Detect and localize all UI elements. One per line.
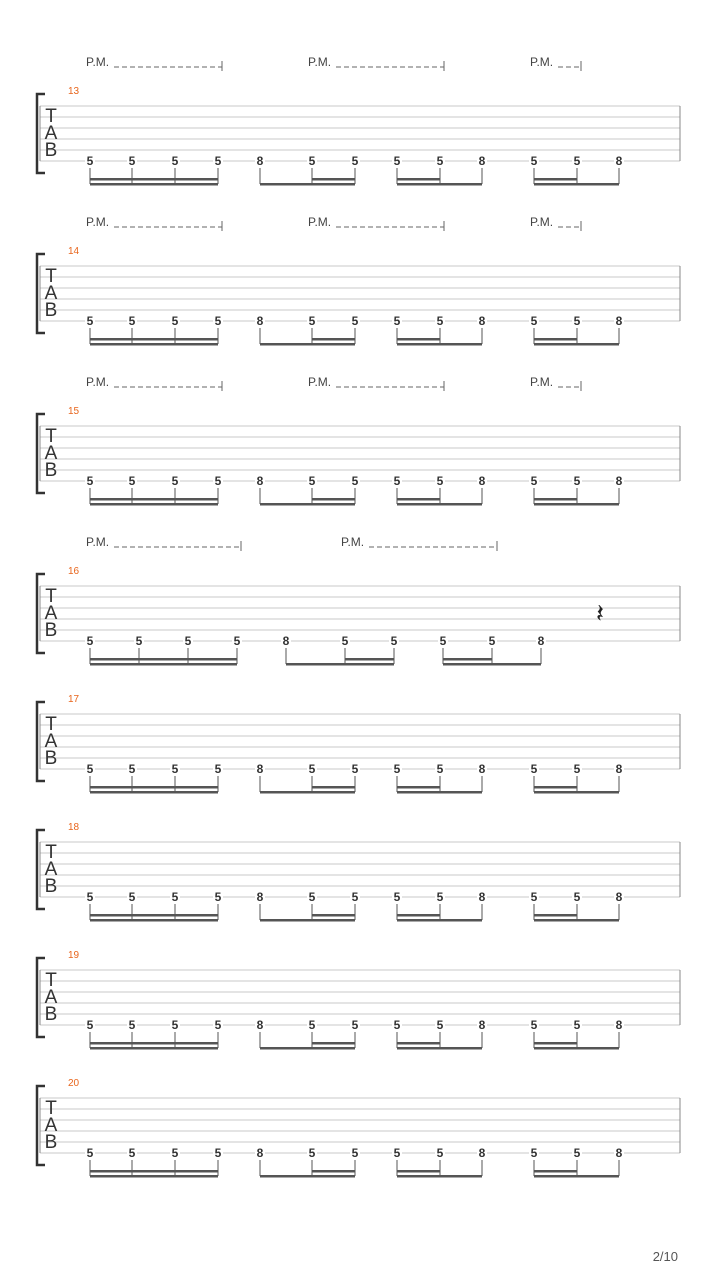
- fret-number: 5: [128, 154, 136, 168]
- fret-number: 5: [436, 154, 444, 168]
- fret-number: 5: [214, 1018, 222, 1032]
- fret-number: 5: [128, 474, 136, 488]
- fret-number: 8: [615, 1146, 623, 1160]
- beam-secondary: [534, 1170, 577, 1173]
- beam-secondary: [534, 914, 577, 917]
- beam-primary: [260, 1175, 355, 1178]
- tab-clef-b: B: [44, 876, 58, 897]
- fret-number: 5: [308, 154, 316, 168]
- fret-number: 8: [256, 762, 264, 776]
- fret-number: 5: [393, 154, 401, 168]
- fret-number: 5: [308, 890, 316, 904]
- fret-number: 5: [308, 314, 316, 328]
- tab-clef-b: B: [44, 140, 58, 161]
- fret-number: 5: [128, 890, 136, 904]
- fret-number: 5: [436, 314, 444, 328]
- fret-number: 5: [530, 474, 538, 488]
- beam-secondary: [90, 178, 218, 181]
- fret-number: 8: [537, 634, 545, 648]
- beam-primary: [260, 503, 355, 506]
- tab-clef-t: T: [45, 1098, 57, 1119]
- measure-number: 13: [68, 86, 80, 97]
- beam-secondary: [312, 178, 355, 181]
- measure-number: 14: [68, 246, 80, 257]
- beam-primary: [397, 919, 482, 922]
- beam-secondary: [534, 1042, 577, 1045]
- fret-number: 8: [256, 890, 264, 904]
- fret-number: 5: [351, 154, 359, 168]
- fret-number: 5: [86, 890, 94, 904]
- fret-number: 5: [351, 1018, 359, 1032]
- fret-number: 8: [615, 474, 623, 488]
- measure-number: 19: [68, 950, 80, 961]
- tab-clef-a: A: [44, 283, 58, 304]
- measure-number: 18: [68, 822, 80, 833]
- fret-number: 5: [393, 1146, 401, 1160]
- fret-number: 5: [393, 762, 401, 776]
- beam-secondary: [312, 338, 355, 341]
- palm-mute-label: P.M.: [86, 215, 110, 229]
- quarter-rest: 𝄽: [596, 599, 604, 629]
- tab-clef-a: A: [44, 1115, 58, 1136]
- fret-number: 5: [436, 1018, 444, 1032]
- fret-number: 5: [393, 474, 401, 488]
- beam-secondary: [397, 338, 440, 341]
- beam-primary: [534, 343, 619, 346]
- beam-secondary: [534, 178, 577, 181]
- fret-number: 5: [351, 890, 359, 904]
- measure-number: 20: [68, 1078, 80, 1089]
- fret-number: 5: [393, 890, 401, 904]
- beam-primary: [90, 1175, 218, 1178]
- tab-clef-a: A: [44, 443, 58, 464]
- fret-number: 5: [308, 1146, 316, 1160]
- fret-number: 5: [128, 1146, 136, 1160]
- fret-number: 5: [171, 474, 179, 488]
- tab-clef-t: T: [45, 106, 57, 127]
- fret-number: 5: [171, 314, 179, 328]
- fret-number: 5: [341, 634, 349, 648]
- fret-number: 5: [214, 474, 222, 488]
- beam-primary: [397, 343, 482, 346]
- fret-number: 5: [573, 1146, 581, 1160]
- fret-number: 8: [615, 762, 623, 776]
- fret-number: 5: [573, 762, 581, 776]
- beam-primary: [397, 791, 482, 794]
- fret-number: 5: [436, 762, 444, 776]
- page-number: 2/10: [652, 1249, 678, 1264]
- fret-number: 5: [351, 762, 359, 776]
- fret-number: 5: [530, 762, 538, 776]
- beam-secondary: [90, 914, 218, 917]
- tab-clef-a: A: [44, 123, 58, 144]
- tab-clef-t: T: [45, 586, 57, 607]
- palm-mute-label: P.M.: [308, 215, 332, 229]
- fret-number: 5: [308, 1018, 316, 1032]
- beam-primary: [397, 503, 482, 506]
- system-16: [37, 535, 680, 666]
- fret-number: 5: [573, 474, 581, 488]
- measure-number: 17: [68, 694, 80, 705]
- beam-secondary: [312, 1042, 355, 1045]
- tab-clef-b: B: [44, 1132, 58, 1153]
- tab-clef-t: T: [45, 266, 57, 287]
- tab-clef-t: T: [45, 842, 57, 863]
- beam-primary: [397, 183, 482, 186]
- fret-number: 5: [171, 1018, 179, 1032]
- beam-primary: [90, 183, 218, 186]
- fret-number: 5: [86, 762, 94, 776]
- beam-primary: [260, 1047, 355, 1050]
- beam-secondary: [397, 1170, 440, 1173]
- fret-number: 8: [478, 474, 486, 488]
- beam-primary: [397, 1175, 482, 1178]
- fret-number: 5: [128, 314, 136, 328]
- beam-primary: [443, 663, 541, 666]
- fret-number: 5: [86, 634, 94, 648]
- fret-number: 5: [86, 314, 94, 328]
- beam-primary: [397, 1047, 482, 1050]
- fret-number: 8: [615, 1018, 623, 1032]
- tab-clef-a: A: [44, 731, 58, 752]
- beam-primary: [90, 503, 218, 506]
- fret-number: 8: [256, 154, 264, 168]
- system-13: [37, 55, 680, 186]
- fret-number: 5: [351, 1146, 359, 1160]
- fret-number: 8: [256, 1018, 264, 1032]
- tab-clef-b: B: [44, 460, 58, 481]
- beam-secondary: [534, 498, 577, 501]
- beam-secondary: [443, 658, 492, 661]
- fret-number: 5: [488, 634, 496, 648]
- tab-clef-b: B: [44, 1004, 58, 1025]
- fret-number: 5: [393, 1018, 401, 1032]
- fret-number: 5: [128, 762, 136, 776]
- fret-number: 5: [214, 314, 222, 328]
- beam-secondary: [312, 914, 355, 917]
- fret-number: 5: [214, 762, 222, 776]
- beam-secondary: [397, 498, 440, 501]
- system-19: [37, 950, 680, 1050]
- fret-number: 5: [214, 1146, 222, 1160]
- fret-number: 5: [184, 634, 192, 648]
- beam-primary: [90, 343, 218, 346]
- fret-number: 5: [171, 154, 179, 168]
- fret-number: 5: [351, 474, 359, 488]
- fret-number: 5: [573, 890, 581, 904]
- beam-primary: [534, 1047, 619, 1050]
- fret-number: 8: [615, 154, 623, 168]
- beam-secondary: [534, 338, 577, 341]
- fret-number: 8: [256, 474, 264, 488]
- beam-secondary: [90, 1042, 218, 1045]
- beam-primary: [90, 791, 218, 794]
- beam-primary: [90, 1047, 218, 1050]
- beam-primary: [534, 183, 619, 186]
- fret-number: 5: [351, 314, 359, 328]
- fret-number: 8: [478, 314, 486, 328]
- fret-number: 5: [530, 890, 538, 904]
- fret-number: 5: [308, 474, 316, 488]
- fret-number: 5: [573, 154, 581, 168]
- beam-secondary: [90, 658, 237, 661]
- beam-primary: [260, 791, 355, 794]
- beam-secondary: [90, 786, 218, 789]
- beam-secondary: [345, 658, 394, 661]
- fret-number: 8: [478, 890, 486, 904]
- beam-secondary: [90, 338, 218, 341]
- fret-number: 8: [256, 1146, 264, 1160]
- measure-number: 16: [68, 566, 80, 577]
- fret-number: 8: [256, 314, 264, 328]
- fret-number: 5: [86, 1018, 94, 1032]
- fret-number: 5: [530, 1018, 538, 1032]
- beam-secondary: [312, 1170, 355, 1173]
- beam-primary: [286, 663, 394, 666]
- fret-number: 5: [436, 1146, 444, 1160]
- fret-number: 8: [615, 890, 623, 904]
- fret-number: 5: [86, 474, 94, 488]
- beam-primary: [534, 1175, 619, 1178]
- fret-number: 5: [573, 314, 581, 328]
- fret-number: 5: [390, 634, 398, 648]
- tab-clef-b: B: [44, 748, 58, 769]
- beam-secondary: [397, 914, 440, 917]
- fret-number: 8: [478, 1146, 486, 1160]
- beam-secondary: [534, 786, 577, 789]
- system-14: [37, 215, 680, 346]
- beam-secondary: [397, 178, 440, 181]
- tab-clef-b: B: [44, 300, 58, 321]
- beam-primary: [90, 663, 237, 666]
- fret-number: 5: [308, 762, 316, 776]
- fret-number: 5: [530, 1146, 538, 1160]
- fret-number: 5: [171, 890, 179, 904]
- tab-clef-t: T: [45, 970, 57, 991]
- fret-number: 5: [128, 1018, 136, 1032]
- fret-number: 5: [233, 634, 241, 648]
- palm-mute-label: P.M.: [308, 375, 332, 389]
- fret-number: 5: [214, 154, 222, 168]
- beam-primary: [90, 919, 218, 922]
- palm-mute-label: P.M.: [530, 215, 554, 229]
- fret-number: 5: [436, 890, 444, 904]
- beam-secondary: [90, 498, 218, 501]
- fret-number: 8: [282, 634, 290, 648]
- palm-mute-label: P.M.: [86, 375, 110, 389]
- system-18: [37, 822, 680, 922]
- beam-primary: [260, 183, 355, 186]
- beam-primary: [534, 791, 619, 794]
- beam-secondary: [312, 498, 355, 501]
- fret-number: 5: [86, 1146, 94, 1160]
- tab-clef-t: T: [45, 426, 57, 447]
- tab-clef-b: B: [44, 620, 58, 641]
- fret-number: 5: [530, 314, 538, 328]
- fret-number: 5: [436, 474, 444, 488]
- beam-secondary: [397, 1042, 440, 1045]
- palm-mute-label: P.M.: [308, 55, 332, 69]
- system-15: [37, 375, 680, 506]
- beam-secondary: [90, 1170, 218, 1173]
- palm-mute-label: P.M.: [86, 55, 110, 69]
- fret-number: 5: [171, 1146, 179, 1160]
- beam-primary: [534, 919, 619, 922]
- fret-number: 5: [135, 634, 143, 648]
- fret-number: 5: [86, 154, 94, 168]
- fret-number: 5: [171, 762, 179, 776]
- fret-number: 8: [478, 1018, 486, 1032]
- tab-clef-t: T: [45, 714, 57, 735]
- beam-primary: [534, 503, 619, 506]
- fret-number: 8: [478, 154, 486, 168]
- measure-number: 15: [68, 406, 80, 417]
- tab-clef-a: A: [44, 987, 58, 1008]
- tab-clef-a: A: [44, 603, 58, 624]
- fret-number: 5: [573, 1018, 581, 1032]
- fret-number: 5: [393, 314, 401, 328]
- fret-number: 5: [530, 154, 538, 168]
- beam-primary: [260, 919, 355, 922]
- tab-clef-a: A: [44, 859, 58, 880]
- beam-primary: [260, 343, 355, 346]
- fret-number: 5: [439, 634, 447, 648]
- system-17: [37, 694, 680, 794]
- system-20: [37, 1078, 680, 1178]
- beam-secondary: [397, 786, 440, 789]
- fret-number: 8: [615, 314, 623, 328]
- fret-number: 5: [214, 890, 222, 904]
- palm-mute-label: P.M.: [530, 55, 554, 69]
- palm-mute-label: P.M.: [341, 535, 365, 549]
- fret-number: 8: [478, 762, 486, 776]
- beam-secondary: [312, 786, 355, 789]
- palm-mute-label: P.M.: [86, 535, 110, 549]
- palm-mute-label: P.M.: [530, 375, 554, 389]
